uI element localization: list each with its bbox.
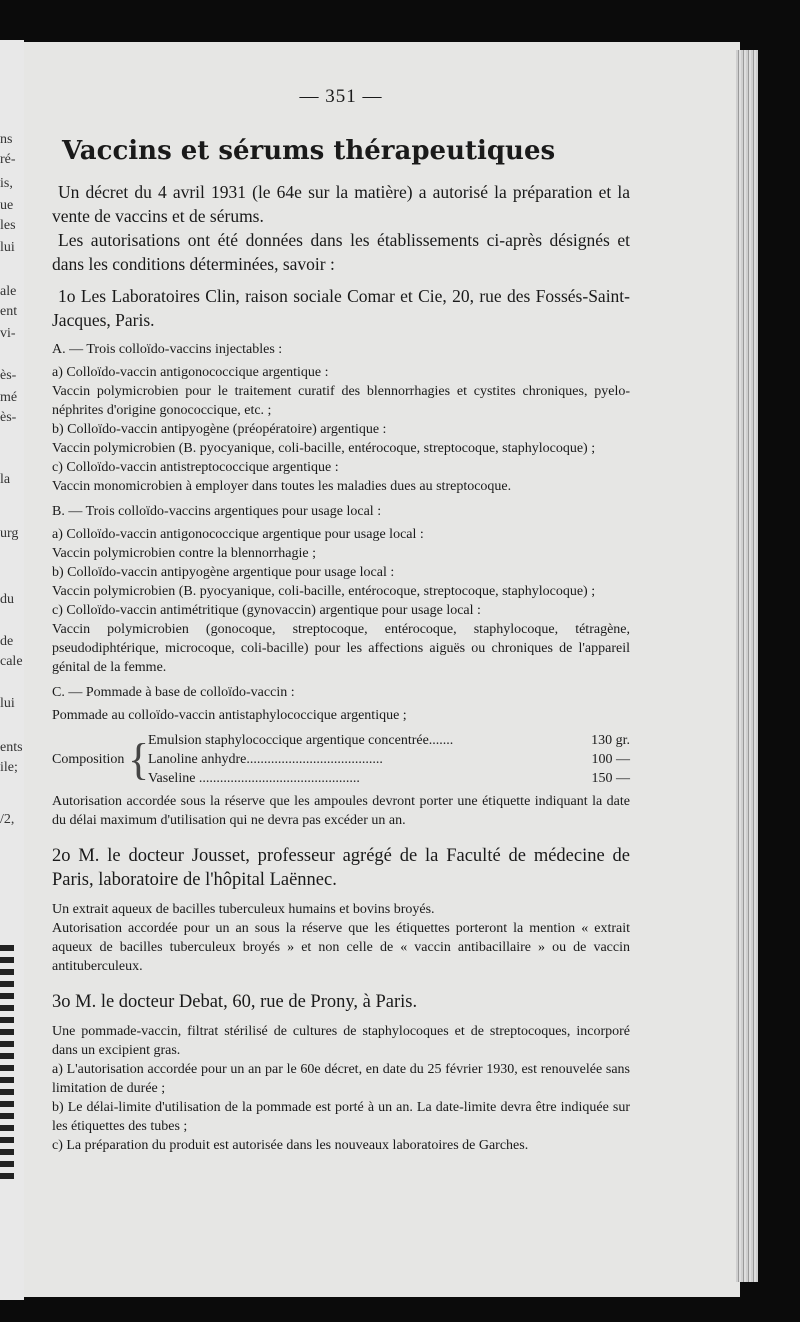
adjacent-page-edge <box>0 40 24 1300</box>
left-fragment: ré- <box>0 152 16 167</box>
left-fragment: lui <box>0 696 15 711</box>
ingredient-name: Emulsion staphylococcique argentique concentrée....... <box>148 733 454 748</box>
left-fragment: ue <box>0 198 14 213</box>
left-fragment: /2, <box>0 812 15 827</box>
paragraph: Autorisation accordée pour un an sous la réserve que les étiquettes porteront la mention « extrait aqueux de bacilles tuberculeux broyés » et non celle de « vaccin antibacillaire » ou de vaccin antituberculeux. <box>52 921 630 974</box>
ingredient-name: Lanoline anhydre....................................... <box>148 752 383 767</box>
subsection-title: A. — Trois colloïdo-vaccins injectables : <box>52 342 283 357</box>
intro <box>52 180 630 276</box>
section-3 <box>52 990 630 1014</box>
left-fragment: ès- <box>0 410 17 425</box>
paragraph: Pommade au colloïdo-vaccin antistaphylococcique argentique ; <box>52 708 407 723</box>
left-fragment: ès- <box>0 368 17 383</box>
subsection-title: C. — Pommade à base de colloïdo-vaccin : <box>52 685 295 700</box>
left-fragment: urg <box>0 526 19 541</box>
page-content <box>52 86 630 1155</box>
section-2-body <box>52 900 630 976</box>
list-item: Vaccin polymicrobien (gonocoque, streptocoque, entérocoque, staphylocoque, tétragène, pseudodiphtérique, microcoque, coli-bacille) pour les affections aiguës ou chroniques de l'appareil génital de la femme. <box>52 622 630 675</box>
paragraph: Autorisation accordée sous la réserve que les ampoules devront porter une étiquette indiquant la date du délai maximum d'utilisation qui ne devra pas excéder un an. <box>52 794 630 828</box>
page-number: — 351 — <box>299 86 383 107</box>
left-fragment: vi- <box>0 326 16 341</box>
left-fragment: is, <box>0 176 13 191</box>
left-fragment: cale <box>0 654 23 669</box>
list-item: b) Colloïdo-vaccin antipyogène (préopératoire) argentique : <box>52 422 387 437</box>
list-item: c) Colloïdo-vaccin antistreptococcique argentique : <box>52 460 339 475</box>
list-item: b) Colloïdo-vaccin antipyogène argentique pour usage local : <box>52 565 395 580</box>
paragraph: Une pommade-vaccin, filtrat stérilisé de cultures de staphylocoques et de streptocoques, incorporé dans un excipient gras. <box>52 1024 630 1058</box>
intro-paragraph: Les autorisations ont été données dans les établissements ci-après désignés et dans les conditions déterminées, savoir : <box>52 230 630 274</box>
ingredient-name: Vaseline .............................................. <box>148 771 360 786</box>
list-item: Vaccin monomicrobien à employer dans toutes les maladies dues au streptocoque. <box>52 479 512 494</box>
left-fragment: lui <box>0 240 15 255</box>
list-item: Vaccin polymicrobien contre la blennorrhagie ; <box>52 546 316 561</box>
list-item: a) Colloïdo-vaccin antigonococcique argentique pour usage local : <box>52 527 424 542</box>
list-item: a) Colloïdo-vaccin antigonococcique argentique : <box>52 365 329 380</box>
left-fragment: ile; <box>0 760 18 775</box>
left-fragment: mé <box>0 390 18 405</box>
composition-table <box>52 731 630 788</box>
list-item: Vaccin polymicrobien (B. pyocyanique, coli-bacille, entérocoque, streptocoque, staphylocoque) ; <box>52 441 596 456</box>
left-fragment: les <box>0 218 16 233</box>
left-fragment: du <box>0 592 14 607</box>
paragraph: b) Le délai-limite d'utilisation de la pommade est porté à un an. La date-limite devra être indiquée sur les étiquettes des tubes ; <box>52 1100 630 1134</box>
left-fragment: ale <box>0 284 17 299</box>
subsection-title: B. — Trois colloïdo-vaccins argentiques pour usage local : <box>52 504 382 519</box>
paragraph: a) L'autorisation accordée pour un an par le 60e décret, en date du 25 février 1930, est renouvelée sans limitation de durée ; <box>52 1062 630 1096</box>
left-fragment: ent <box>0 304 18 319</box>
section-heading: 1o Les Laboratoires Clin, raison sociale Comar et Cie, 20, rue des Fossés-Saint-Jacques, Paris. <box>52 286 630 330</box>
composition-row <box>148 769 630 788</box>
composition-row <box>148 731 630 750</box>
ingredient-qty: 100 — <box>591 752 630 767</box>
left-fragment: ns <box>0 132 13 147</box>
left-fragment: la <box>0 472 11 487</box>
page-stack-edge <box>736 50 758 1282</box>
paragraph: c) La préparation du produit est autorisée dans les nouveaux laboratoires de Garches. <box>52 1138 529 1153</box>
section-1-body <box>52 340 630 830</box>
page-title: Vaccins et sérums thérapeutiques <box>62 136 556 166</box>
section-heading: 3o M. le docteur Debat, 60, rue de Prony, à Paris. <box>52 992 418 1012</box>
section-1 <box>52 284 630 332</box>
list-item: Vaccin polymicrobien (B. pyocyanique, coli-bacille, entérocoque, streptocoque, staphylocoque) ; <box>52 584 596 599</box>
section-heading: 2o M. le docteur Jousset, professeur agrégé de la Faculté de médecine de Paris, laboratoire de l'hôpital Laënnec. <box>52 846 630 890</box>
brace: { <box>128 734 150 784</box>
left-fragment: de <box>0 634 14 649</box>
ingredient-qty: 130 gr. <box>591 733 630 748</box>
intro-paragraph: Un décret du 4 avril 1931 (le 64e sur la matière) a autorisé la préparation et la vente de vaccins et de sérums. <box>52 182 630 226</box>
left-fragment: ents <box>0 740 23 755</box>
composition-row <box>148 750 630 769</box>
ornament-border <box>0 945 14 1185</box>
paragraph: Un extrait aqueux de bacilles tuberculeux humains et bovins broyés. <box>52 902 435 917</box>
section-2 <box>52 844 630 892</box>
ingredient-qty: 150 — <box>591 771 630 786</box>
section-3-body <box>52 1022 630 1155</box>
list-item: Vaccin polymicrobien pour le traitement curatif des blennorrhagies et cystites chroniques, pyelo-néphrites d'origine gonococcique, etc. ; <box>52 384 630 418</box>
composition-label: Composition <box>52 752 125 767</box>
list-item: c) Colloïdo-vaccin antimétritique (gynovaccin) argentique pour usage local : <box>52 603 481 618</box>
